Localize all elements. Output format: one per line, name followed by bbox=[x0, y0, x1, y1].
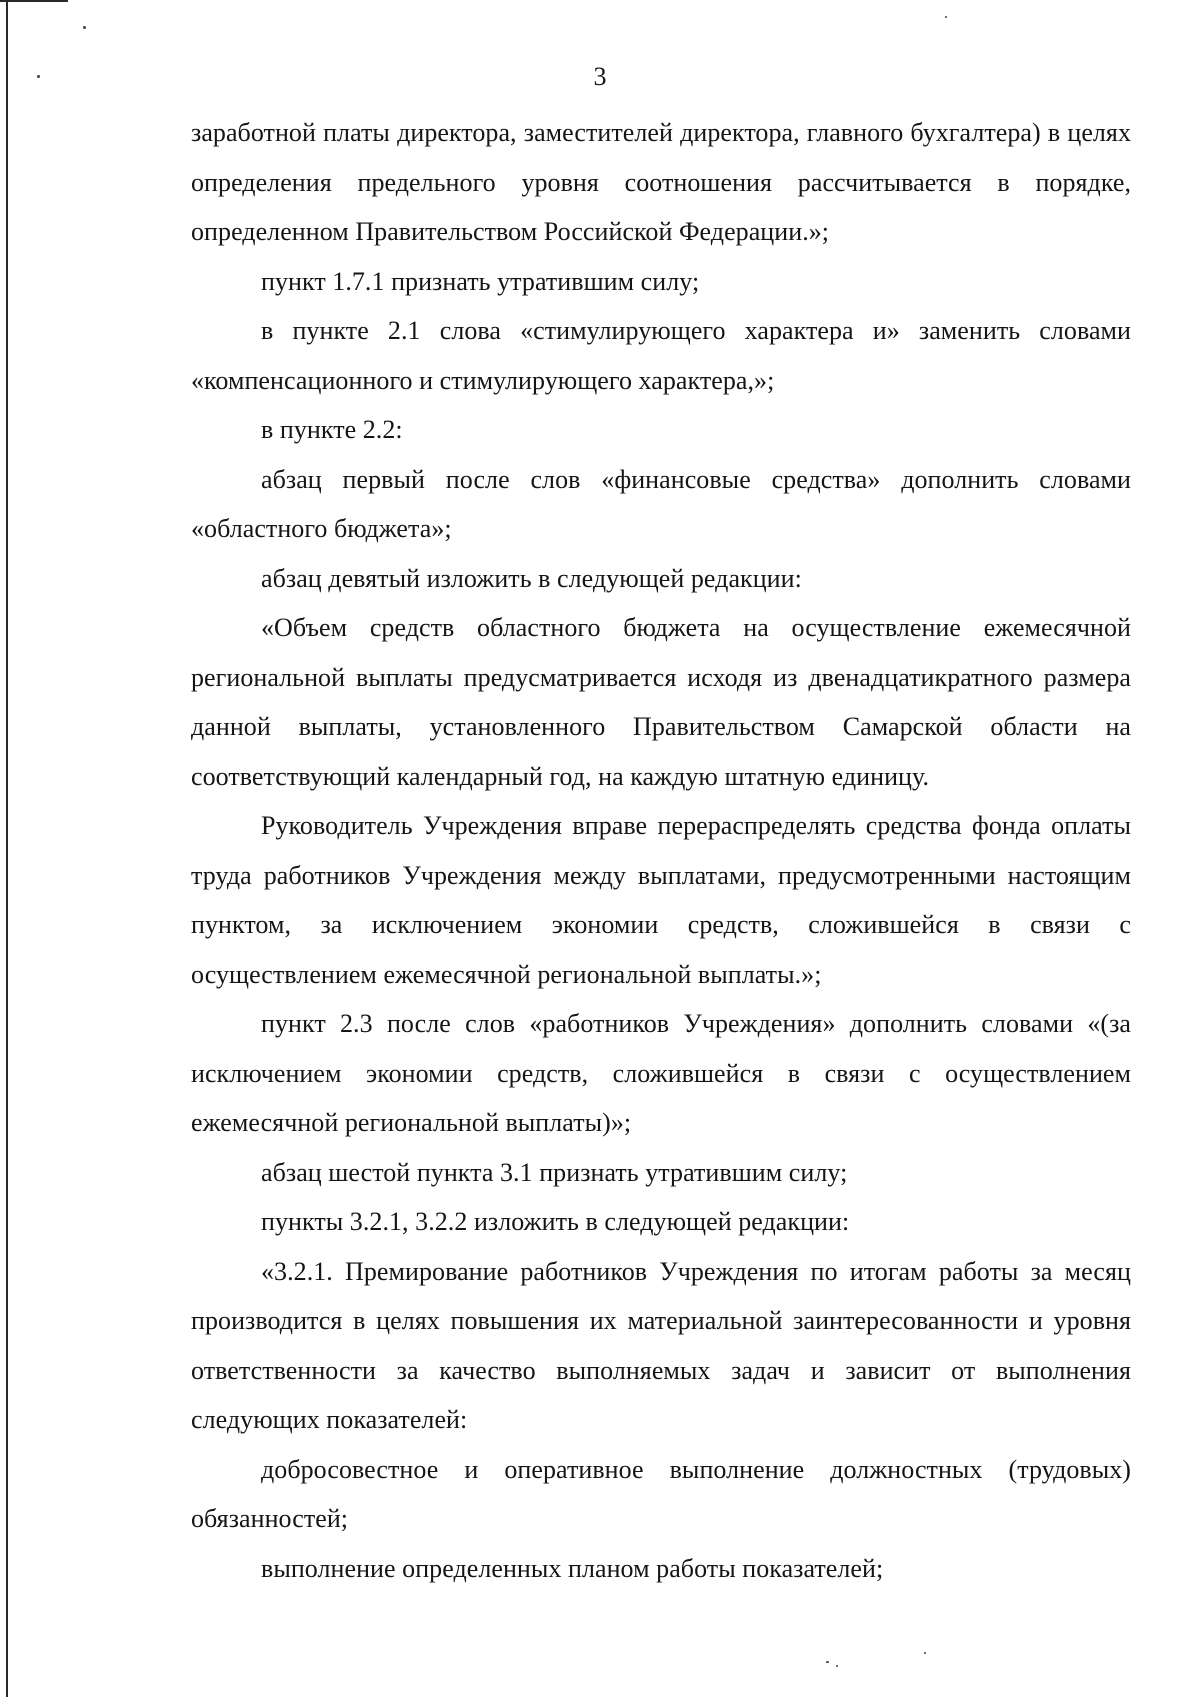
document-body bbox=[191, 108, 1131, 1593]
paragraph: абзац шестой пункта 3.1 признать утратившим силу; bbox=[261, 1157, 848, 1187]
paragraph: пункты 3.2.1, 3.2.2 изложить в следующей редакции: bbox=[261, 1207, 850, 1236]
page-number: 3 bbox=[593, 62, 607, 91]
scan-speck bbox=[924, 1652, 926, 1654]
paragraph: в пункте 2.2: bbox=[261, 415, 403, 444]
paragraph: добросовестное и оперативное выполнение должностных (трудовых) обязанностей; bbox=[191, 1454, 1131, 1533]
paragraph: пункт 1.7.1 признать утратившим силу; bbox=[261, 266, 700, 296]
scan-speck bbox=[83, 26, 86, 29]
paragraph: в пункте 2.1 слова «стимулирующего характера и» заменить словами «компенсационного и стимулирующего характера,»; bbox=[191, 316, 1131, 395]
paragraph: пункт 2.3 после слов «работников Учреждения» дополнить словами «(за исключением экономии средств, сложившейся в связи с осуществлением ежемесячной региональной выплаты)»; bbox=[191, 1009, 1131, 1137]
paragraph: выполнение определенных планом работы показателей; bbox=[261, 1553, 884, 1583]
scan-speck bbox=[836, 1665, 838, 1667]
scan-border-top bbox=[0, 0, 68, 2]
paragraph: абзац первый после слов «финансовые средства» дополнить словами «областного бюджета»; bbox=[191, 464, 1131, 543]
paragraph: «3.2.1. Премирование работников Учреждения по итогам работы за месяц производится в целях повышения их материальной заинтересованности и уровня ответственности за качество выполняемых задач и зависит от выполнения следующих показателей: bbox=[191, 1256, 1131, 1434]
scan-border-left bbox=[6, 0, 8, 1697]
paragraph: абзац девятый изложить в следующей редакции: bbox=[261, 563, 802, 593]
paragraph: Руководитель Учреждения вправе перераспределять средства фонда оплаты труда работников Учреждения между выплатами, предусмотренными настоящим пунктом, за исключением экономии средств, сложившейся в связи с осуществлением ежемесячной региональной выплаты.»; bbox=[191, 811, 1131, 989]
scan-speck bbox=[826, 1661, 829, 1663]
paragraph: заработной платы директора, заместителей директора, главного бухгалтера) в целях определения предельного уровня соотношения рассчитывается в порядке, определенном Правительством Российской Федерации.»; bbox=[191, 118, 1131, 246]
scan-speck bbox=[945, 16, 947, 18]
paragraph: «Объем средств областного бюджета на осуществление ежемесячной региональной выплаты предусматривается исходя из двенадцатикратного размера данной выплаты, установленного Правительством Самарской области на соответствующий календарный год, на каждую штатную единицу. bbox=[191, 613, 1131, 791]
